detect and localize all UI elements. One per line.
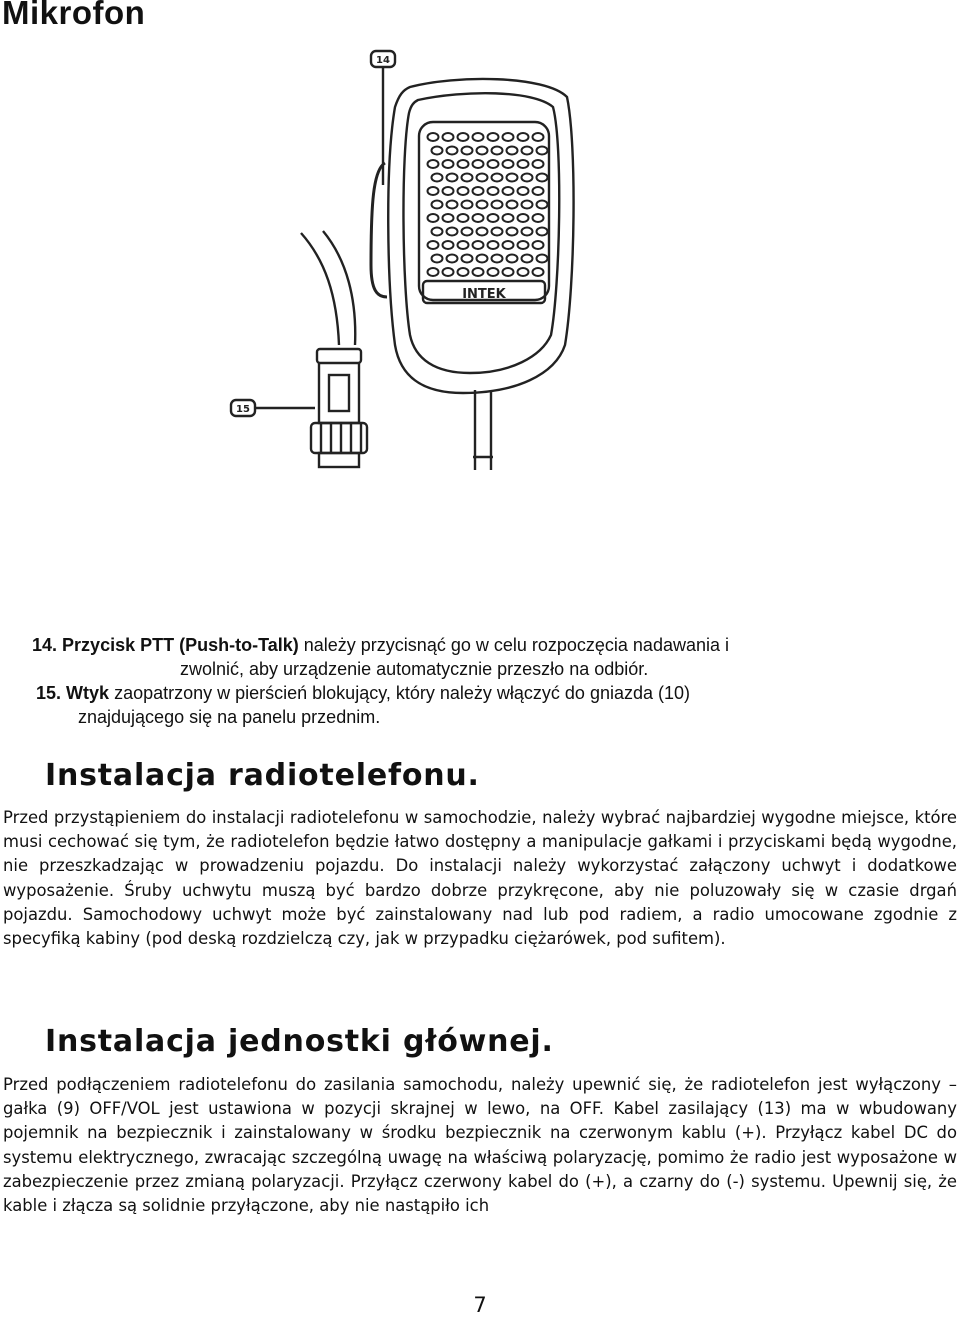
grille-hole (447, 201, 458, 209)
grille-hole (477, 228, 488, 236)
grille-hole (443, 268, 454, 276)
legend-number: 14. (32, 635, 58, 655)
grille-hole (503, 133, 514, 141)
grille-hole (488, 187, 499, 195)
section-body-main-unit-installation: Przed podłączeniem radiotelefonu do zasilania samochodu, należy upewnić się, że radiotelefon jest wyłączony – gałka (9) OFF/VOL jest ustawiona w pozycji skrajnej w lewo, na OFF. Kabel zasilający (13) ma w wbudowany pojemnik na bezpiecznik i zainstalowany w środku bezpiecznik na czerwonym kablu (+). Przyłącz kabel DC do systemu elektrycznego, zwracając szczególną uwagę na właściwą polaryzację, pomimo że radio jest wyposażone w zabezpieczenie przez zmianą polaryzacji. Przyłącz czerwony kabel do (+), a czarny do (-) systemu. Upewnij się, że kable i złącza są solidnie przyłączone, aby nie nastąpiło ich (3, 1075, 957, 1216)
grille-hole (473, 214, 484, 222)
legend-text: należy przycisnąć go w celu rozpoczęcia nadawania i (298, 635, 729, 655)
grille-hole (507, 174, 518, 182)
legend-item-15 (0, 681, 960, 729)
grille-hole (507, 147, 518, 155)
grille-hole (432, 147, 443, 155)
grille-hole (458, 268, 469, 276)
grille-hole (488, 133, 499, 141)
grille-hole (432, 228, 443, 236)
grille-hole (443, 133, 454, 141)
grille-hole (522, 147, 533, 155)
grille-hole (503, 268, 514, 276)
grille-hole (507, 228, 518, 236)
legend-term: Wtyk (66, 683, 110, 703)
grille-hole (458, 160, 469, 168)
grille-hole (492, 228, 503, 236)
grille-hole (492, 147, 503, 155)
figure-legend (0, 633, 960, 729)
grille-hole (503, 160, 514, 168)
grille-hole (533, 133, 544, 141)
grille-hole (533, 241, 544, 249)
grille-hole (488, 214, 499, 222)
grille-hole (432, 201, 443, 209)
brand-label: INTEK (462, 287, 506, 302)
grille-hole (443, 160, 454, 168)
grille-hole (462, 174, 473, 182)
grille-hole (473, 160, 484, 168)
grille-hole (428, 214, 439, 222)
legend-number: 15. (36, 683, 62, 703)
grille-hole (522, 174, 533, 182)
legend-text-continued: zwolnić, aby urządzenie automatycznie przeszło na odbiór. (180, 659, 649, 679)
grille-hole (533, 187, 544, 195)
grille-hole (447, 174, 458, 182)
grille-hole (462, 147, 473, 155)
grille-hole (473, 187, 484, 195)
grille-hole (503, 214, 514, 222)
grille-hole (428, 268, 439, 276)
grille-hole (537, 255, 548, 263)
grille-hole (488, 268, 499, 276)
grille-hole (533, 268, 544, 276)
legend-item-14 (0, 633, 960, 681)
grille-hole (518, 133, 529, 141)
grille-hole (428, 133, 439, 141)
callout-14-label: 14 (376, 55, 390, 66)
grille-hole (462, 201, 473, 209)
grille-holes (428, 133, 548, 276)
grille-hole (473, 241, 484, 249)
legend-text-continued: znajdującego się na panelu przednim. (78, 707, 381, 727)
grille-hole (458, 133, 469, 141)
grille-hole (428, 241, 439, 249)
grille-hole (447, 147, 458, 155)
grille-hole (537, 228, 548, 236)
grille-hole (428, 160, 439, 168)
callout-15-label: 15 (236, 404, 250, 415)
grille-hole (428, 187, 439, 195)
grille-hole (447, 228, 458, 236)
grille-hole (533, 214, 544, 222)
grille-hole (473, 268, 484, 276)
grille-hole (458, 241, 469, 249)
grille-hole (522, 201, 533, 209)
grille-hole (432, 255, 443, 263)
grille-hole (443, 214, 454, 222)
connector-body (319, 363, 359, 423)
grille-hole (503, 241, 514, 249)
grille-hole (492, 201, 503, 209)
page-number: 7 (473, 1293, 487, 1317)
grille-hole (477, 174, 488, 182)
grille-hole (518, 268, 529, 276)
grille-hole (522, 255, 533, 263)
grille-hole (537, 174, 548, 182)
microphone-illustration (215, 45, 575, 480)
legend-term: Przycisk PTT (Push-to-Talk) (62, 635, 299, 655)
grille-hole (518, 241, 529, 249)
grille-hole (432, 174, 443, 182)
section-body-radio-installation: Przed przystąpieniem do instalacji radiotelefonu w samochodzie, należy wybrać najbardziej wygodne miejsce, które musi cechować się tym, że radiotelefon będzie łatwo dostępny a manipulacje gałkami i przyciskami będą wygodne, nie przeszkadzając w prowadzeniu pojazdu. Do instalacji należy wykorzystać załączony uchwyt i dodatkowe wyposażenie. Śruby uchwytu muszą być bardzo dobrze przykręcone, aby nie poluzowały się w czasie drgań pojazdu. Samochodowy uchwyt może być zainstalowany nad lub pod radiem, a radio umocowane zgodnie z specyfiką kabiny (pod deską rozdzielczą czy, jak w przypadku ciężarówek, pod sufitem). (3, 808, 957, 949)
grille-hole (462, 228, 473, 236)
grille-hole (488, 160, 499, 168)
grille-hole (492, 174, 503, 182)
grille-hole (462, 255, 473, 263)
grille-hole (492, 255, 503, 263)
grille-hole (507, 255, 518, 263)
connector-ring (317, 349, 361, 363)
section-heading-main-unit-installation: Instalacja jednostki głównej. (45, 1024, 554, 1059)
grille-hole (447, 255, 458, 263)
grille-hole (537, 201, 548, 209)
grille-hole (477, 255, 488, 263)
legend-text: zaopatrzony w pierścień blokujący, który należy włączyć do gniazda (10) (109, 683, 691, 703)
ptt-button (371, 163, 387, 297)
grille-hole (522, 228, 533, 236)
grille-hole (503, 187, 514, 195)
grille-hole (477, 201, 488, 209)
grille-hole (477, 147, 488, 155)
page-title: Mikrofon (2, 0, 146, 31)
section-heading-radio-installation: Instalacja radiotelefonu. (45, 758, 480, 793)
grille-hole (443, 241, 454, 249)
locking-ring (311, 423, 367, 453)
grille-hole (533, 160, 544, 168)
grille-hole (537, 147, 548, 155)
grille-hole (473, 133, 484, 141)
grille-hole (443, 187, 454, 195)
grille-hole (488, 241, 499, 249)
grille-hole (518, 214, 529, 222)
grille-hole (458, 214, 469, 222)
grille-hole (518, 160, 529, 168)
cable (301, 231, 355, 345)
grille-hole (507, 201, 518, 209)
grille-hole (518, 187, 529, 195)
grille-hole (458, 187, 469, 195)
